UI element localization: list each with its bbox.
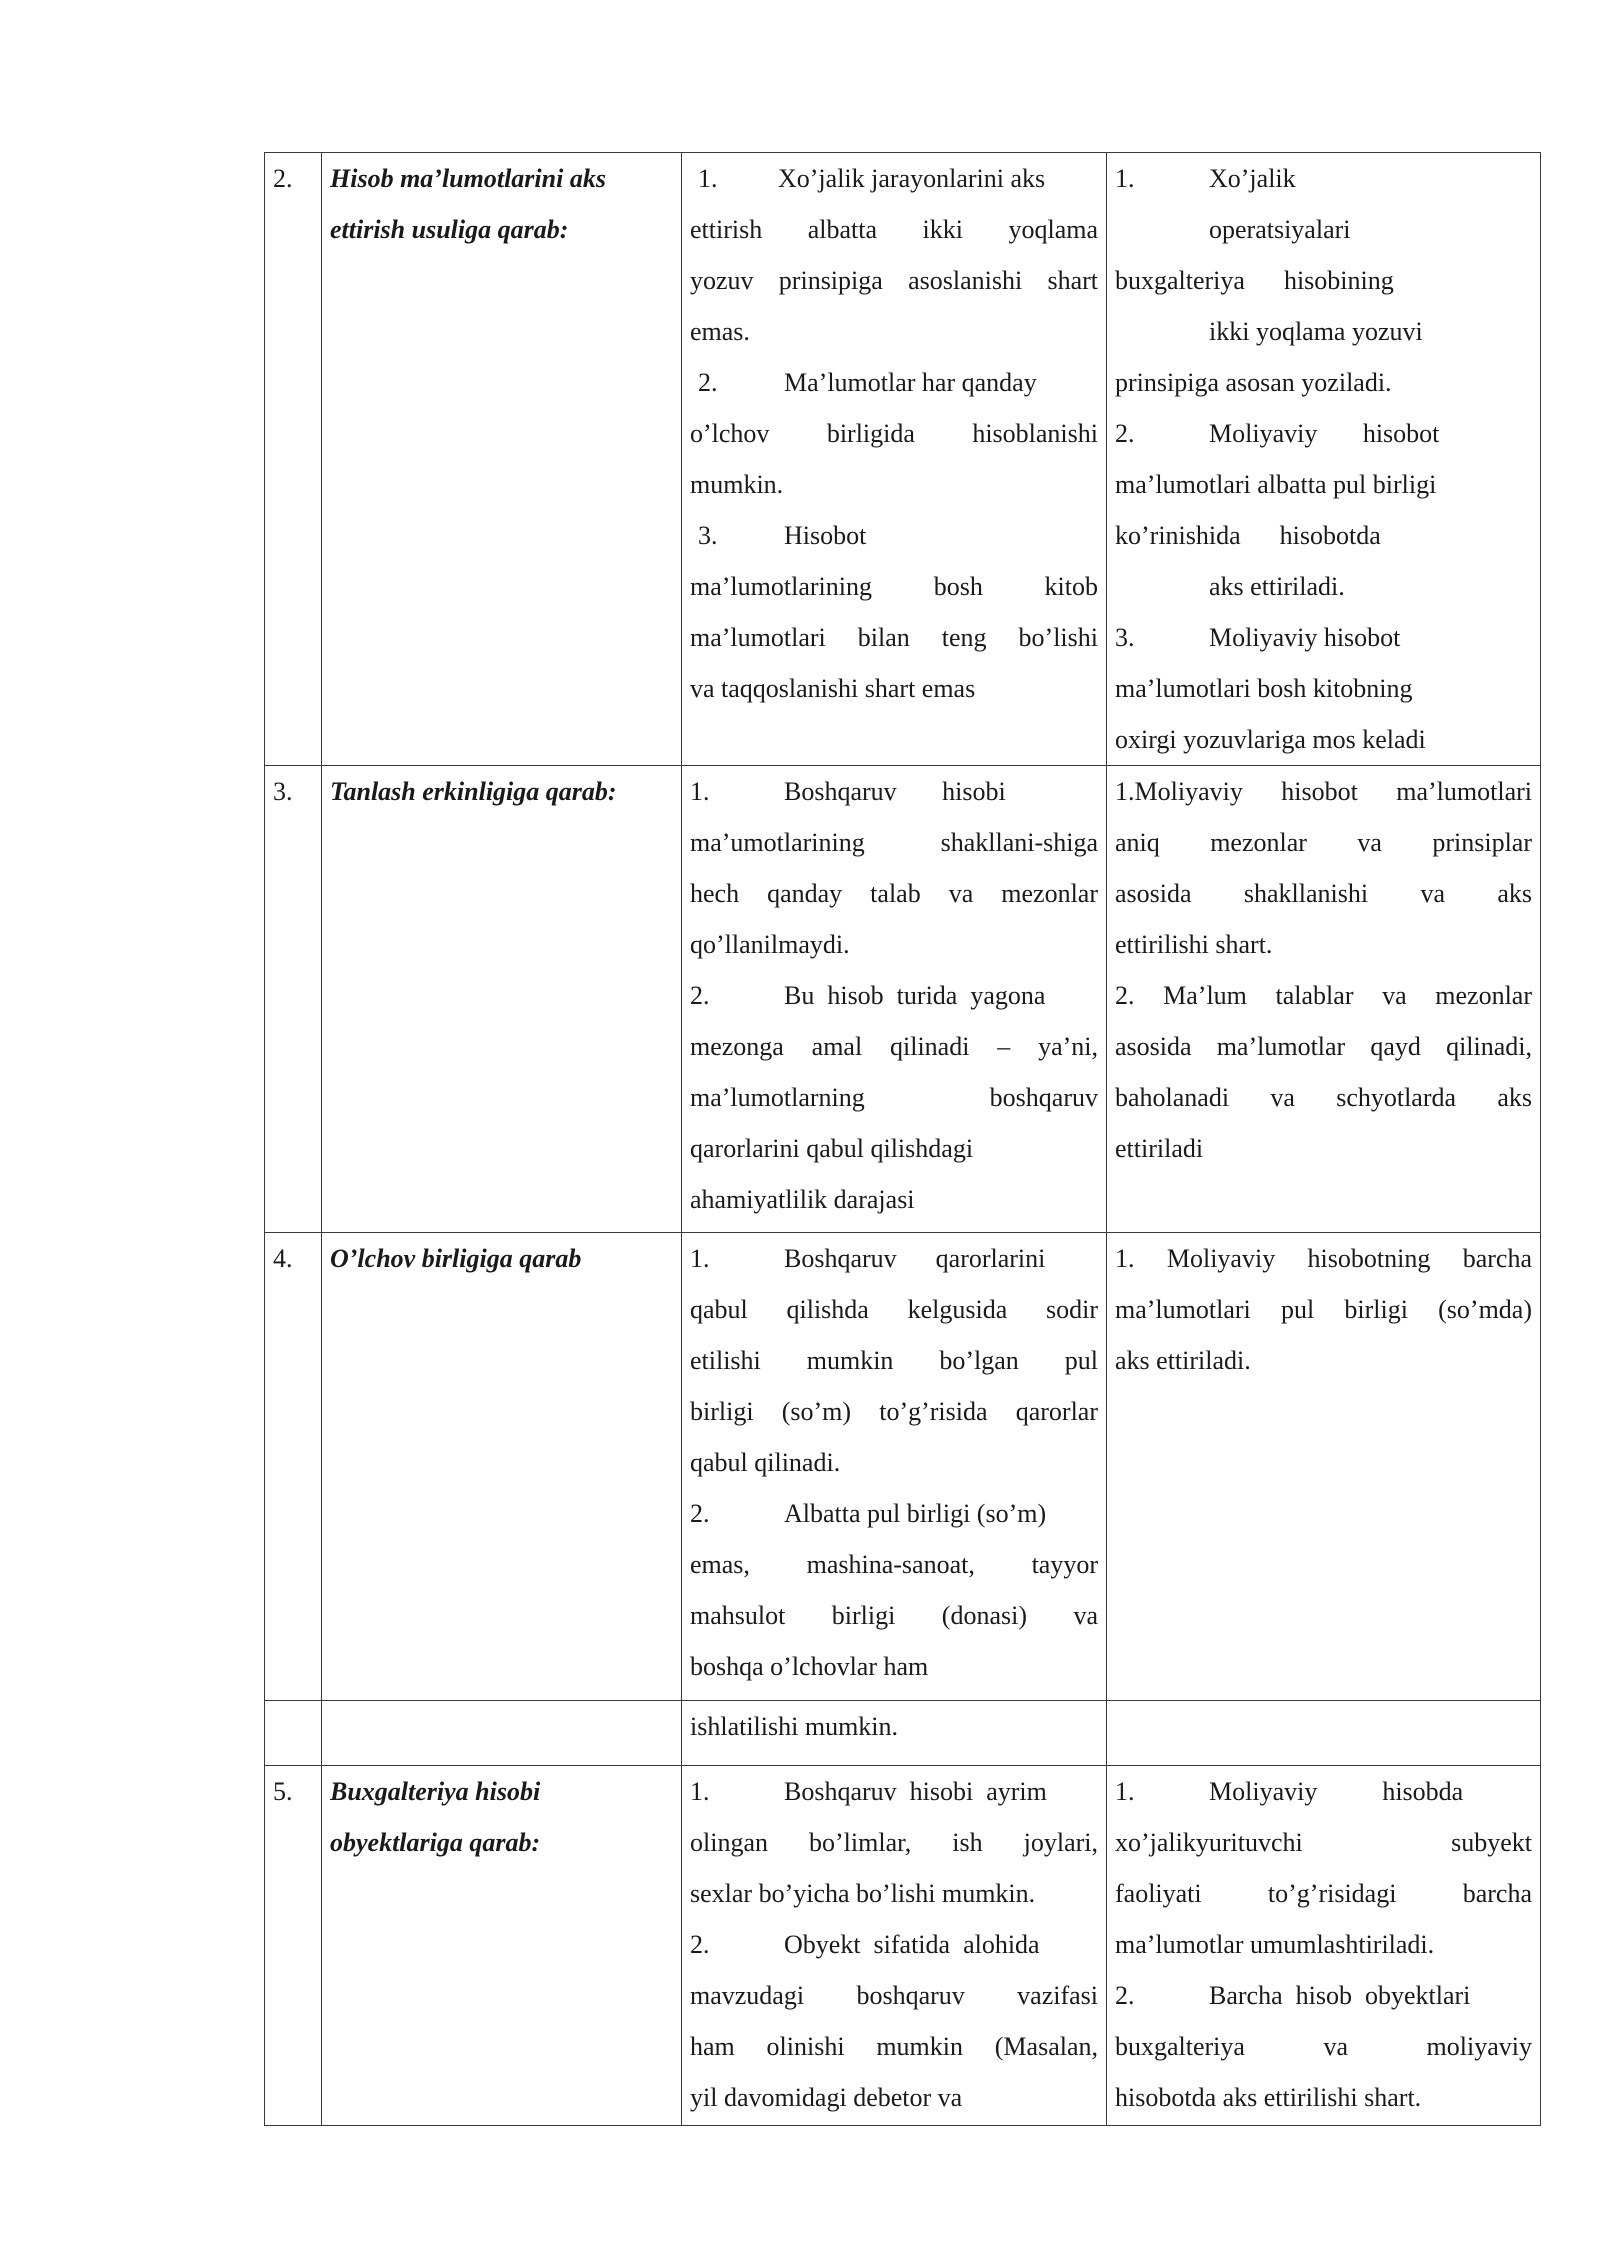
item-number: 3. [1115,623,1135,652]
text-line: mahsulot birligi (donasi) va [690,1601,1098,1630]
item-number: 2. [1115,1981,1135,2010]
table-row [265,1701,1541,1766]
table-row [265,1766,1541,2126]
text-line: ma’lumotlarining bosh kitob [690,572,1098,601]
text-line: 2. Ma’lum talablar va mezonlar [1115,981,1532,1010]
text-line [1115,1970,1532,2021]
item-number: 3. [698,521,718,550]
text-line: ham olinishi mumkin (Masalan, [690,2032,1098,2061]
management-accounting-cell [682,1233,1107,1701]
text-line: yozuv prinsipiga asoslanishi shart [690,266,1098,295]
item-number: 1. [690,1244,710,1273]
text-line: aniq mezonlar va prinsiplar [1115,828,1532,857]
management-accounting-cell [682,1701,1107,1766]
management-accounting-cell [682,766,1107,1233]
item-number: 2. [1115,419,1135,448]
comparison-table [264,152,1541,2126]
text-line: qabul qilinadi. [690,1448,841,1477]
line-text: Moliyaviy hisobda [1209,1777,1464,1806]
criterion-line: O’lchov birligiga qarab [330,1244,582,1273]
text-line: ettiriladi [1115,1134,1204,1163]
row-number: 3. [265,766,322,1233]
line-text: Barcha hisob obyektlari [1209,1981,1471,2010]
management-accounting-cell [682,1766,1107,2126]
text-line: operatsiyalari [1209,215,1351,244]
text-line [690,357,1098,408]
text-line: 1. Moliyaviy hisobotning barcha [1115,1244,1532,1273]
text-line: etilishi mumkin bo’lgan pul [690,1346,1098,1375]
item-number: 2. [690,1930,710,1959]
text-line: ahamiyatlilik darajasi [690,1185,915,1214]
financial-accounting-cell [1107,1233,1541,1701]
text-line [690,1766,1098,1817]
financial-accounting-cell [1107,1766,1541,2126]
text-line: hech qanday talab va mezonlar [690,879,1098,908]
item-number: 2. [690,981,710,1010]
line-text: Obyekt sifatida alohida [784,1930,1040,1959]
text-line [1115,1766,1532,1817]
text-line: ko’rinishida hisobotda [1115,521,1381,550]
text-line: ma’lumotlari albatta pul birligi [1115,470,1437,499]
text-line: yil davomidagi debetor va [690,2083,963,2112]
row-number: 5. [265,1766,322,2126]
text-line: 1.Moliyaviy hisobot ma’lumotlari [1115,777,1532,806]
financial-accounting-cell [1107,153,1541,766]
item-number: 1. [1115,164,1135,193]
line-text: Xo’jalik [1209,164,1296,193]
text-line: ma’lumotlar umumlashtiriladi. [1115,1930,1435,1959]
criterion-line: Tanlash erkinligiga qarab: [330,777,617,806]
row-number [265,1701,322,1766]
text-line [1115,153,1532,204]
text-line [690,1233,1098,1284]
text-line: va taqqoslanishi shart emas [690,674,976,703]
criterion-cell [322,1233,682,1701]
text-line: ma’lumotlari bilan teng bo’lishi [690,623,1098,652]
table-row [265,766,1541,1233]
criterion-cell [322,766,682,1233]
text-line: xo’jalikyurituvchi subyekt [1115,1828,1532,1857]
line-text: Boshqaruv hisobi [784,777,1006,806]
text-line: oxirgi yozuvlariga mos keladi [1115,725,1426,754]
line-text: Hisobot [784,521,867,550]
item-number: 1. [1115,1777,1135,1806]
line-text: Albatta pul birligi (so’m) [784,1499,1047,1528]
text-line: asosida ma’lumotlar qayd qilinadi, [1115,1032,1532,1061]
text-line: sexlar bo’yicha bo’lishi mumkin. [690,1879,1036,1908]
text-line [690,1919,1098,1970]
item-number: 2. [690,1499,710,1528]
text-line [690,153,1098,204]
text-line: ikki yoqlama yozuvi [1209,317,1423,346]
text-line [690,1488,1098,1539]
criterion-line: ettirish usuliga qarab: [330,215,569,244]
financial-accounting-cell [1107,1701,1541,1766]
text-line: aks ettiriladi. [1209,572,1345,601]
text-line: buxgalteriya va moliyaviy [1115,2032,1532,2061]
text-line: ettirilishi shart. [1115,930,1273,959]
text-line [1115,612,1532,663]
line-text: Moliyaviy hisobot [1209,419,1440,448]
text-line: mavzudagi boshqaruv vazifasi [690,1981,1098,2010]
text-line: ma’umotlarining shakllani-shiga [690,828,1098,857]
text-line: boshqa o’lchovlar ham [690,1652,929,1681]
text-line: baholanadi va schyotlarda aks [1115,1083,1532,1112]
text-line: ma’lumotlari bosh kitobning [1115,674,1413,703]
text-line: asosida shakllanishi va aks [1115,879,1532,908]
text-line [690,766,1098,817]
text-line: emas, mashina-sanoat, tayyor [690,1550,1098,1579]
criterion-line: Hisob ma’lumotlarini aks [330,164,606,193]
text-line: faoliyati to’g’risidagi barcha [1115,1879,1532,1908]
text-line: emas. [690,317,750,346]
item-number: 1. [690,1777,710,1806]
text-line: mumkin. [690,470,784,499]
text-line: ma’lumotlari pul birligi (so’mda) [1115,1295,1532,1324]
item-number: 2. [698,368,718,397]
text-line: prinsipiga asosan yoziladi. [1115,368,1392,397]
text-line: ma’lumotlarning boshqaruv [690,1083,1098,1112]
text-line: qo’llanilmaydi. [690,930,850,959]
criterion-cell [322,1701,682,1766]
line-text: Bu hisob turida yagona [784,981,1046,1010]
text-line: ishlatilishi mumkin. [690,1712,899,1741]
financial-accounting-cell [1107,766,1541,1233]
line-text: Boshqaruv hisobi ayrim [784,1777,1047,1806]
text-line: mezonga amal qilinadi – ya’ni, [690,1032,1098,1061]
text-line: qabul qilishda kelgusida sodir [690,1295,1098,1324]
line-text: Ma’lumotlar har qanday [784,368,1037,397]
criterion-cell [322,153,682,766]
criterion-cell [322,1766,682,2126]
row-number: 4. [265,1233,322,1701]
text-line: hisobotda aks ettirilishi shart. [1115,2083,1422,2112]
management-accounting-cell [682,153,1107,766]
table-row [265,153,1541,766]
table-row [265,1233,1541,1701]
text-line: buxgalteriya hisobining [1115,266,1394,295]
text-line: qarorlarini qabul qilishdagi [690,1134,974,1163]
row-number: 2. [265,153,322,766]
text-line: o’lchov birligida hisoblanishi [690,419,1098,448]
text-line [690,970,1098,1021]
text-line: birligi (so’m) to’g’risida qarorlar [690,1397,1098,1426]
line-text: Boshqaruv qarorlarini [784,1244,1046,1273]
text-line: ettirish albatta ikki yoqlama [690,215,1098,244]
line-text: Xo’jalik jarayonlarini aks [778,164,1046,193]
criterion-line: Buxgalteriya hisobi [330,1777,541,1806]
item-number: 1. [690,777,710,806]
item-number: 1. [698,164,718,193]
line-text: Moliyaviy hisobot [1209,623,1401,652]
text-line: aks ettiriladi. [1115,1346,1251,1375]
text-line [690,510,1098,561]
text-line: olingan bo’limlar, ish joylari, [690,1828,1098,1857]
criterion-line: obyektlariga qarab: [330,1828,541,1857]
text-line [1115,408,1532,459]
